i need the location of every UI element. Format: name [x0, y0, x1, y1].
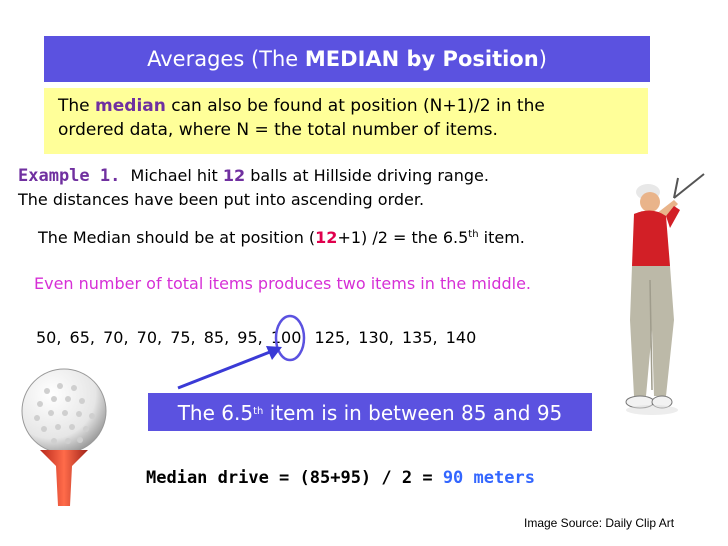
data-value: 140	[445, 328, 477, 347]
example-label: Example 1.	[18, 166, 121, 186]
data-value: 125,	[314, 328, 351, 347]
circle-highlight-icon	[276, 316, 304, 360]
golf-ball-on-tee-icon	[12, 366, 122, 516]
example-text-post: balls at Hillside driving range.	[245, 166, 489, 185]
golfer-icon	[612, 170, 722, 480]
title-bold: MEDIAN by Position	[304, 47, 539, 71]
median-pos-mid: +1) /2 = the 6.5	[337, 228, 469, 247]
between-pre: The 6.5	[177, 401, 254, 425]
data-value: 135,	[401, 328, 438, 347]
title-prefix: Averages (The	[147, 47, 305, 71]
data-value: 95,	[237, 328, 263, 347]
example-line-2: The distances have been put into ascending order.	[18, 190, 425, 209]
title-suffix: )	[538, 47, 547, 71]
data-value: 75,	[170, 328, 196, 347]
median-drive-value: 90 meters	[442, 468, 535, 488]
definition-pre: The	[58, 96, 96, 116]
example-text-pre: Michael hit	[120, 166, 223, 185]
between-items-box	[148, 393, 592, 431]
even-count-note: Even number of total items produces two items in the middle.	[34, 274, 531, 293]
median-drive-pre: Median drive = (85+95) / 2 =	[146, 468, 443, 488]
data-value: 85,	[203, 328, 230, 347]
median-drive-result	[146, 468, 535, 488]
median-pos-n: 12	[315, 228, 338, 247]
data-value: 100,	[270, 328, 307, 347]
between-post: item is in between 85 and 95	[263, 401, 563, 425]
median-pos-pre: The Median should be at position (	[38, 228, 316, 247]
between-sup: th	[253, 406, 264, 417]
definition-line-2: ordered data, where N = the total number of items.	[58, 120, 498, 140]
data-value: 130,	[358, 328, 394, 347]
median-term: median	[95, 96, 166, 116]
data-value: 70,	[136, 328, 163, 347]
definition-post: can also be found at position (N+1)/2 in the	[165, 96, 545, 116]
data-value: 50,	[36, 328, 62, 347]
image-source-credit: Image Source: Daily Clip Art	[524, 516, 675, 530]
median-pos-sup: th	[468, 229, 479, 240]
arrow-icon	[178, 346, 282, 388]
data-value: 65,	[69, 328, 95, 347]
example-count: 12	[222, 166, 246, 185]
data-value: 70,	[103, 328, 129, 347]
median-pos-post: item.	[478, 228, 525, 247]
